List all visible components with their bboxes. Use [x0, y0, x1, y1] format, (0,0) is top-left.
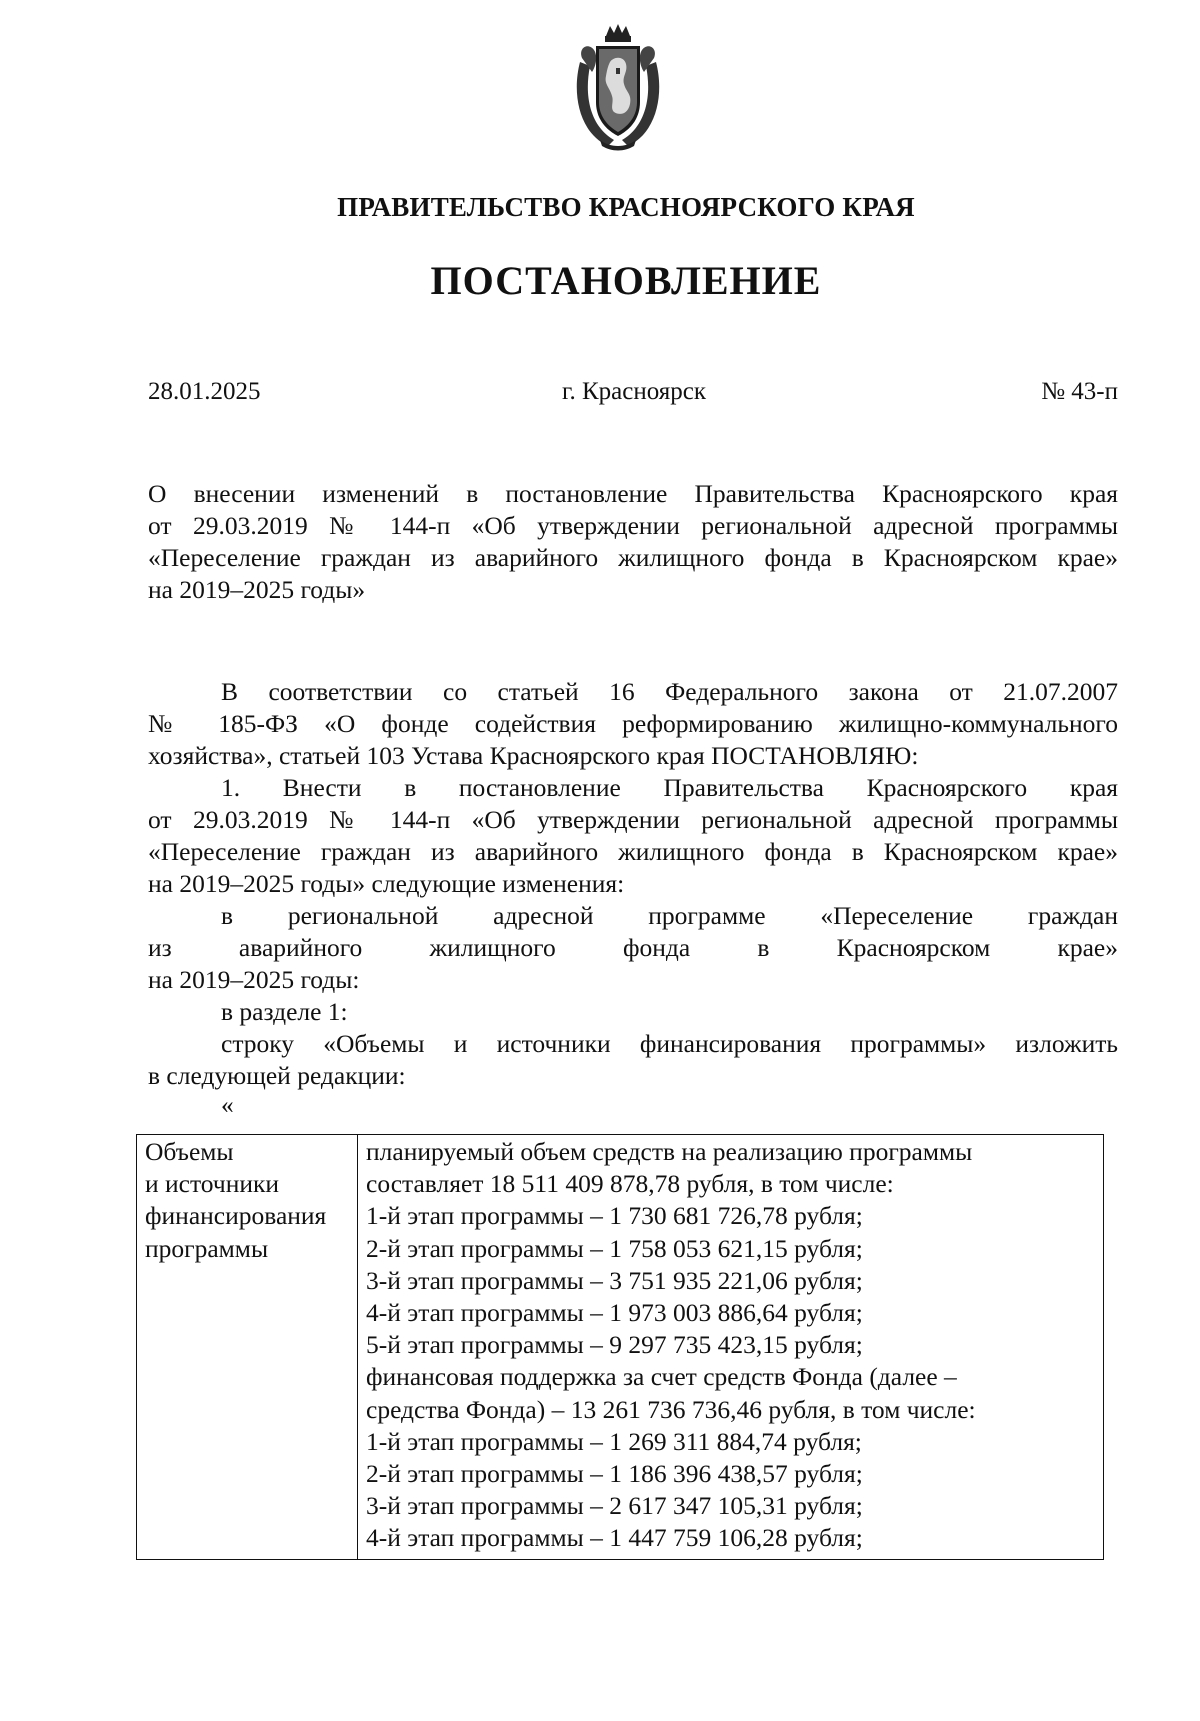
paragraph-line: в региональной адресной программе «Переселение граждан — [221, 901, 1118, 930]
cell-line: Объемы — [145, 1137, 234, 1166]
paragraph-line: из аварийного жилищного фонда в Красноярском крае» — [148, 933, 1118, 962]
paragraph-line: строку «Объемы и источники финансирования программы» изложить — [221, 1029, 1118, 1058]
document-type: ПОСТАНОВЛЕНИЕ — [430, 258, 822, 303]
title-line: О внесении изменений в постановление Правительства Красноярского края — [148, 479, 1118, 508]
paragraph-line: «Переселение граждан из аварийного жилищного фонда в Красноярском крае» — [148, 837, 1118, 866]
paragraph-line: 1. Внести в постановление Правительства Красноярского края — [221, 773, 1118, 802]
paragraph-line: на 2019–2025 годы: — [148, 965, 360, 994]
cell-line: 2-й этап программы – 1 758 053 621,15 рубля; — [366, 1233, 863, 1263]
organization-title: ПРАВИТЕЛЬСТВО КРАСНОЯРСКОГО КРАЯ — [337, 192, 915, 222]
document-title — [148, 478, 1118, 606]
cell-line: планируемый объем средств на реализацию программы — [366, 1137, 973, 1166]
paragraph-line: на 2019–2025 годы» следующие изменения: — [148, 869, 625, 898]
financing-table — [136, 1134, 1104, 1560]
cell-line: 5-й этап программы – 9 297 735 423,15 рубля; — [366, 1330, 863, 1360]
cell-line: 4-й этап программы – 1 447 759 106,28 рубля; — [366, 1523, 863, 1553]
cell-line: 1-й этап программы – 1 730 681 726,78 рубля; — [366, 1201, 863, 1231]
paragraph-line: № 185-ФЗ «О фонде содействия реформированию жилищно-коммунального — [148, 709, 1118, 738]
cell-line: средства Фонда) – 13 261 736 736,46 рубля, в том числе: — [366, 1394, 976, 1424]
cell-line: финансовая поддержка за счет средств Фонда (далее – — [366, 1362, 957, 1392]
cell-line: и источники — [145, 1169, 280, 1199]
quote-mark: « — [221, 1090, 234, 1119]
cell-line: программы — [145, 1233, 269, 1263]
document-number: № 43-п — [1041, 378, 1118, 405]
cell-line: 3-й этап программы – 3 751 935 221,06 рубля; — [366, 1265, 863, 1295]
document-city: г. Красноярск — [562, 378, 706, 405]
paragraph-line: хозяйства», статьей 103 Устава Красноярского края ПОСТАНОВЛЯЮ: — [148, 741, 919, 770]
paragraph-line: в разделе 1: — [221, 997, 348, 1026]
document-body — [148, 676, 1118, 1118]
paragraph-line: от 29.03.2019 № 144-п «Об утверждении региональной адресной программы — [148, 805, 1118, 834]
cell-line: 3-й этап программы – 2 617 347 105,31 рубля; — [366, 1491, 863, 1521]
document-date: 28.01.2025 — [148, 378, 261, 405]
cell-line: составляет 18 511 409 878,78 рубля, в том числе: — [366, 1169, 894, 1199]
table-cell-label — [137, 1135, 358, 1560]
table-row — [137, 1135, 1104, 1560]
table-cell-value — [358, 1135, 1104, 1560]
cell-line: 4-й этап программы – 1 973 003 886,64 рубля; — [366, 1298, 863, 1328]
title-line: от 29.03.2019 № 144-п «Об утверждении региональной адресной программы — [148, 511, 1118, 540]
title-line: «Переселение граждан из аварийного жилищного фонда в Красноярском крае» — [148, 543, 1118, 572]
coat-of-arms-icon — [568, 22, 668, 154]
cell-line: 2-й этап программы – 1 186 396 438,57 рубля; — [366, 1459, 863, 1489]
paragraph-line: В соответствии со статьей 16 Федерального закона от 21.07.2007 — [221, 677, 1118, 706]
title-line: на 2019–2025 годы» — [148, 575, 366, 604]
cell-line: финансирования — [145, 1201, 327, 1231]
cell-line: 1-й этап программы – 1 269 311 884,74 рубля; — [366, 1426, 862, 1456]
paragraph-line: в следующей редакции: — [148, 1061, 406, 1090]
